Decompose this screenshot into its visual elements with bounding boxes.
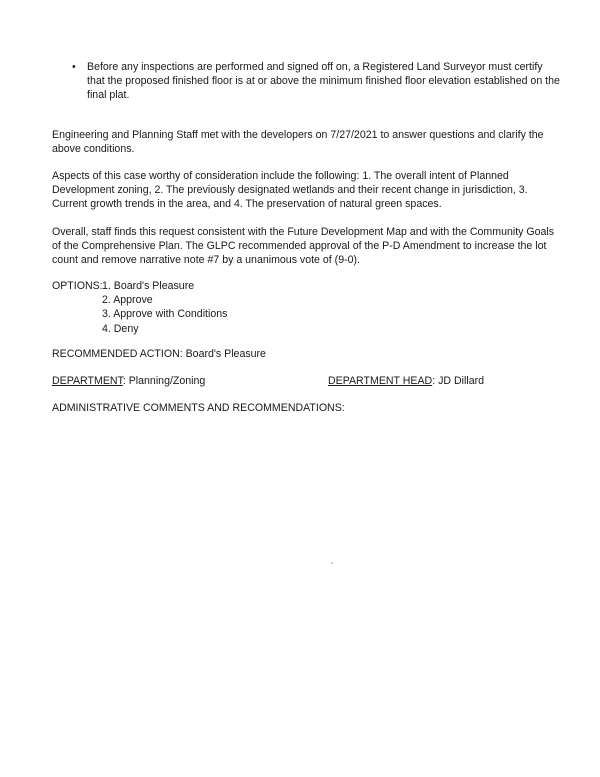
department-value: : Planning/Zoning <box>122 375 206 387</box>
option-item-approve-with-conditions: 3. Approve with Conditions <box>102 308 228 321</box>
department-head-label: DEPARTMENT HEAD <box>328 375 433 387</box>
inspection-bullet <box>72 60 562 103</box>
department-label: DEPARTMENT <box>52 375 123 387</box>
administrative-comments-heading: ADMINISTRATIVE COMMENTS AND RECOMMENDATIONS: <box>52 402 345 414</box>
option-item-deny: 4. Deny <box>102 322 139 335</box>
engineering-paragraph: Engineering and Planning Staff met with the developers on 7/27/2021 to answer questions and clarify the above conditions. <box>52 129 544 156</box>
department-head-value: : JD Dillard <box>432 375 485 387</box>
department-head-field <box>328 374 484 388</box>
option-item-boards-pleasure: 1. Board's Pleasure <box>102 280 195 292</box>
recommended-action: RECOMMENDED ACTION: Board's Pleasure <box>52 348 266 360</box>
options-label: OPTIONS: <box>52 280 103 292</box>
department-field <box>52 374 205 388</box>
option-item-approve: 2. Approve <box>102 294 153 307</box>
aspects-paragraph: Aspects of this case worthy of consideration include the following: 1. The overall intent of Planned Development zoning, 2. The previously designated wetlands and their recent change in jurisdiction, 3. Current growth trends in the area, and 4. The preservation of natural green spaces. <box>52 170 528 211</box>
options-list <box>102 279 227 336</box>
overall-paragraph: Overall, staff finds this request consistent with the Future Development Map and with the Community Goals of the Comprehensive Plan. The GLPC recommended approval of the P-D Amendment to increase the lot count and remove narrative note #7 by a unanimous vote of (9-0). <box>52 226 555 267</box>
inspection-bullet-text: Before any inspections are performed and signed off on, a Registered Land Surveyor must certify that the proposed finished floor is at or above the minimum finished floor elevation established on the final plat. <box>87 61 560 102</box>
bullet-dot: • <box>72 61 76 73</box>
scan-speck <box>331 562 333 564</box>
